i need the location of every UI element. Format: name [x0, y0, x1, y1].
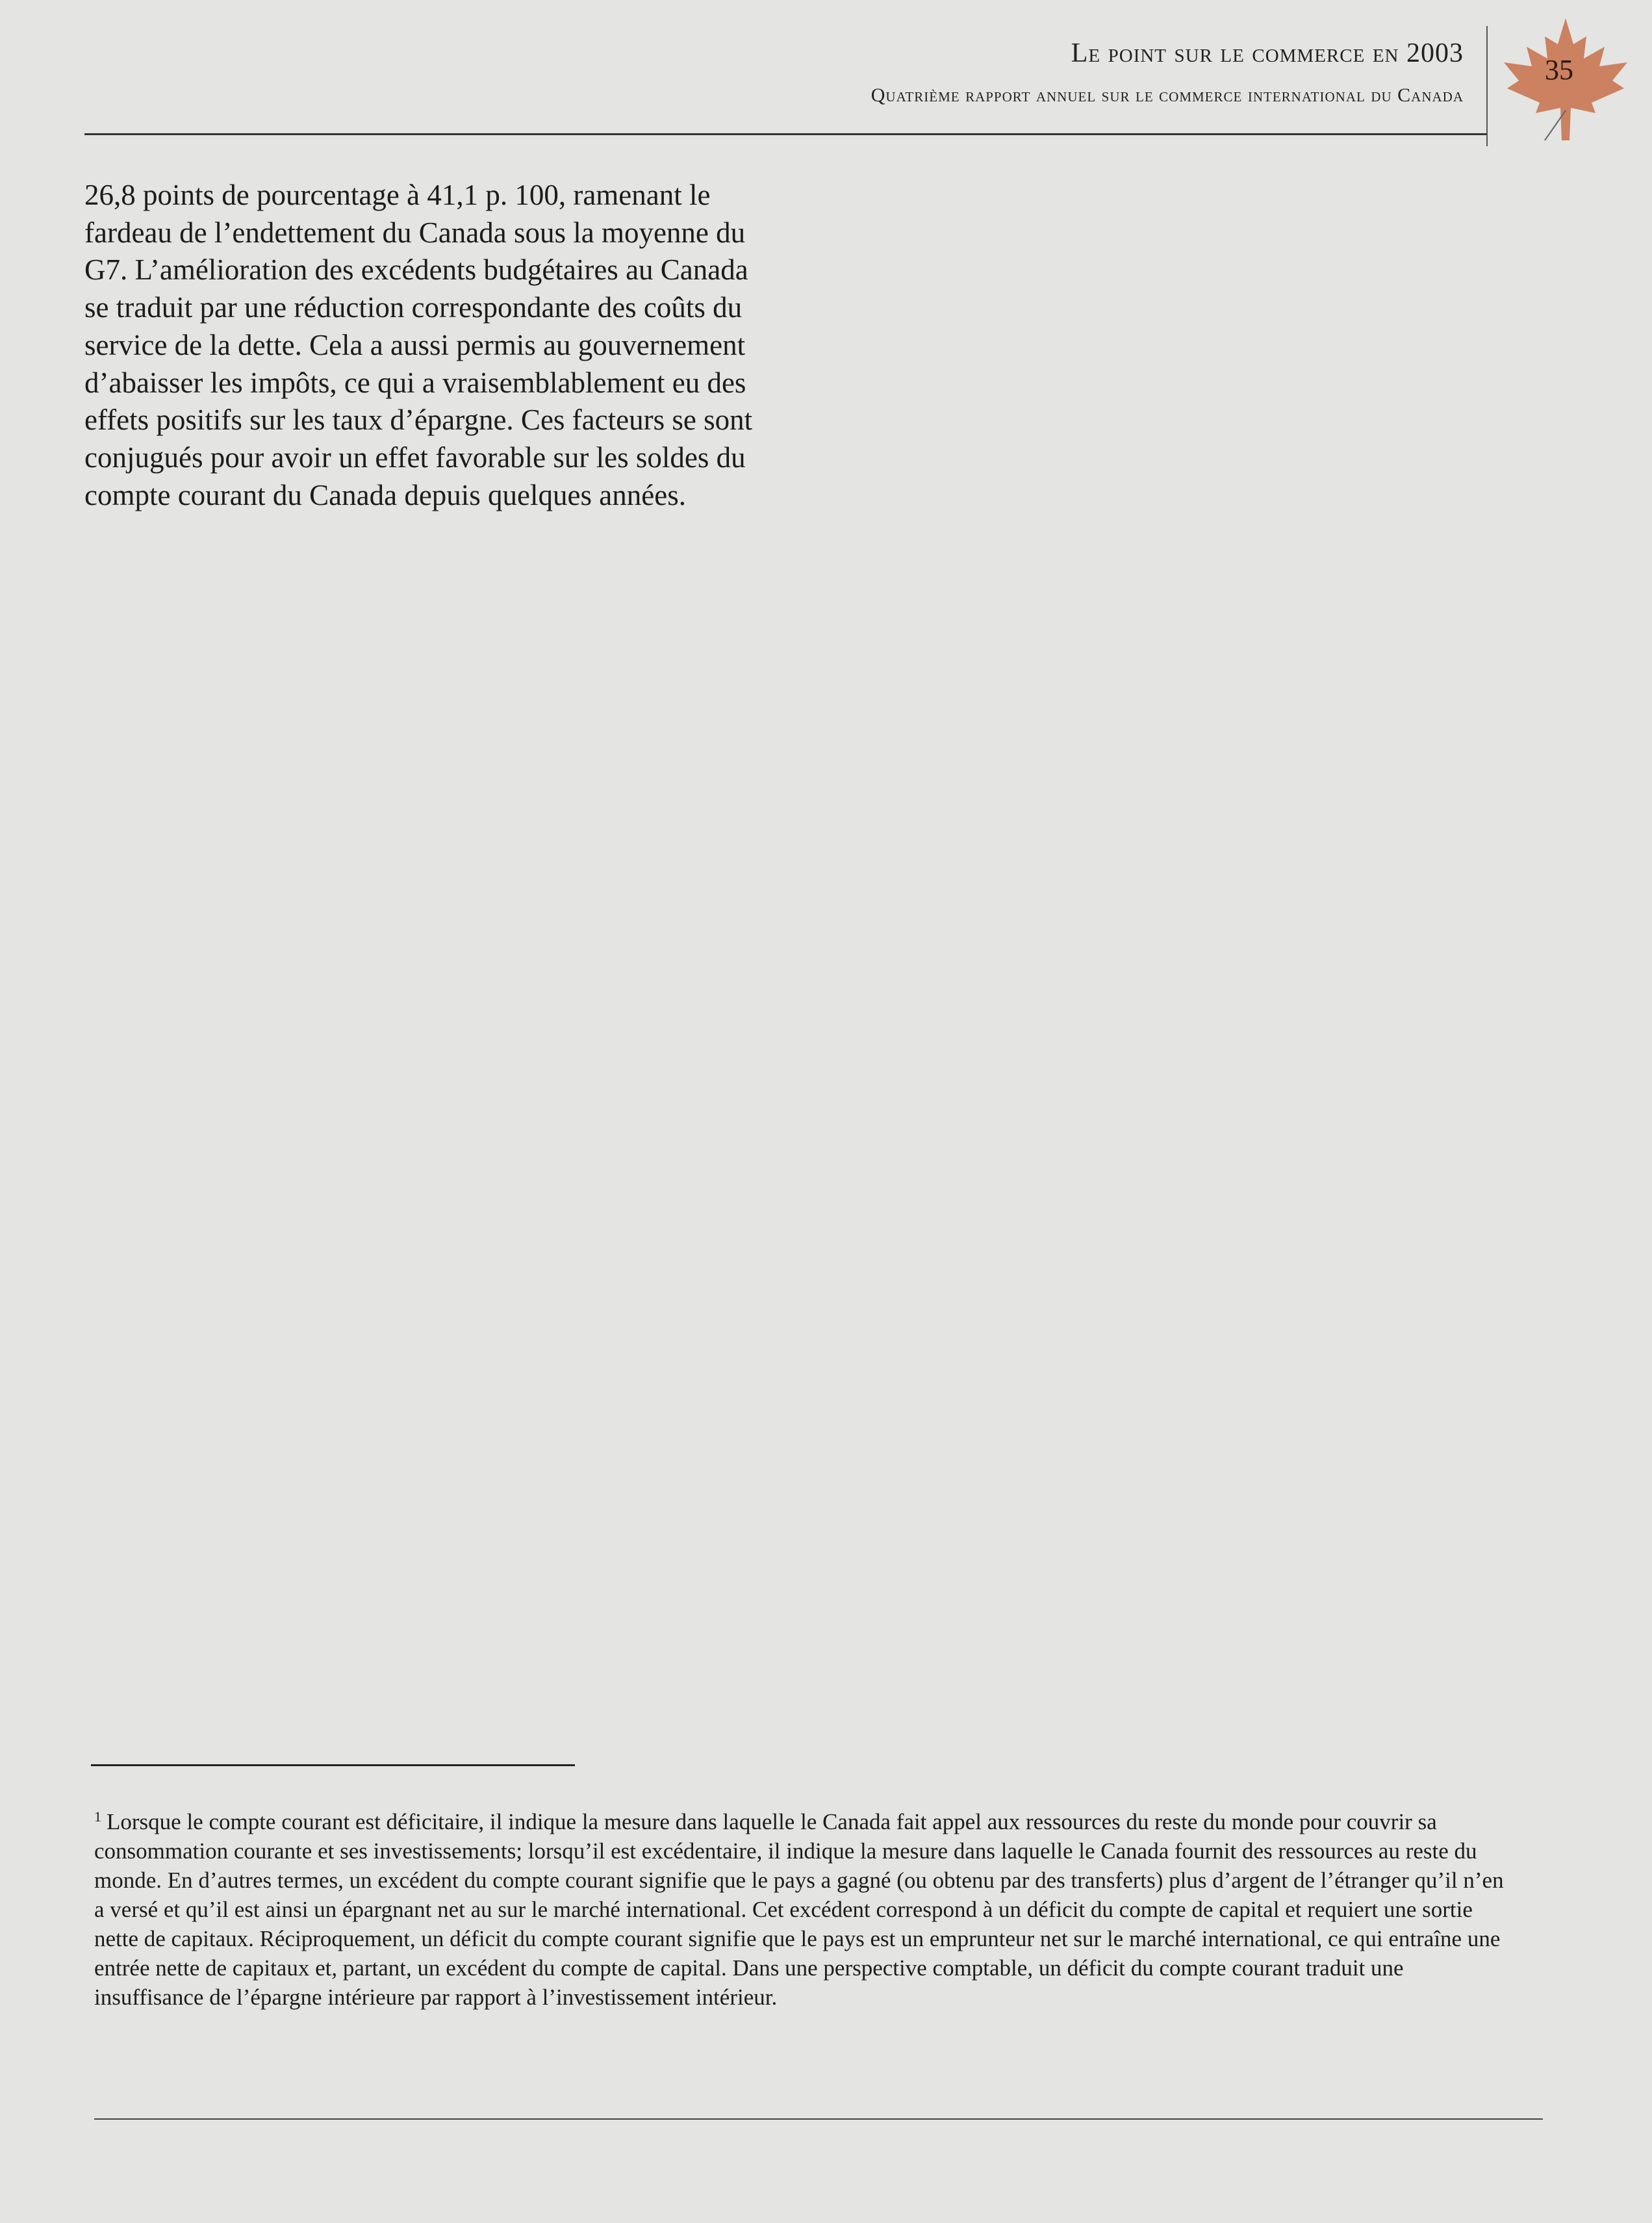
header-rule [84, 133, 1488, 135]
bottom-rule [94, 2118, 1543, 2120]
header-vertical-rule [1486, 26, 1488, 146]
running-header-title: Le point sur le commerce en 2003 [1071, 38, 1464, 68]
footnote [94, 1802, 1510, 2012]
page-number: 35 [1545, 54, 1573, 86]
footnote-marker: 1 [94, 1808, 101, 1825]
footnote-text: Lorsque le compte courant est déficitaire, il indique la mesure dans laquelle le Canada fait appel aux ressources du reste du monde pour couvrir sa consommation courante et ses investissements; lorsqu’il est excédentaire, il indique la mesure dans laquelle le Canada fournit des ressources au reste du monde. En d’autres termes, un excédent du compte courant signifie que le pays a gagné (ou obtenu par des transferts) plus d’argent de l’étranger qu’il n’en a versé et qu’il est ainsi un épargnant net au sur le marché international. Cet excédent correspond à un déficit du compte de capital et requiert une sortie nette de capitaux. Réciproquement, un déficit du compte courant signifie que le pays est un emprunteur net sur le marché international, ce qui entraîne une entrée nette de capitaux et, partant, un excédent du compte de capital. Dans une perspective comptable, un déficit du compte courant traduit une insuffisance de l’épargne intérieure par rapport à l’investissement intérieur. [94, 1809, 1504, 2010]
footnote-separator [91, 1764, 575, 1766]
body-paragraph: 26,8 points de pourcentage à 41,1 p. 100, ramenant le fardeau de l’endettement du Canada sous la moyenne du G7. L’amélioration des excédents budgétaires au Canada se traduit par une réduction correspondante des coûts du service de la dette. Cela a aussi permis au gouvernement d’abaisser les impôts, ce qui a vraisemblablement eu des effets positifs sur les taux d’épargne. Ces facteurs se sont conjugués pour avoir un effet favorable sur les soldes du compte courant du Canada depuis quelques années. [84, 179, 753, 511]
running-header-subtitle: Quatrième rapport annuel sur le commerce international du Canada [870, 84, 1464, 106]
